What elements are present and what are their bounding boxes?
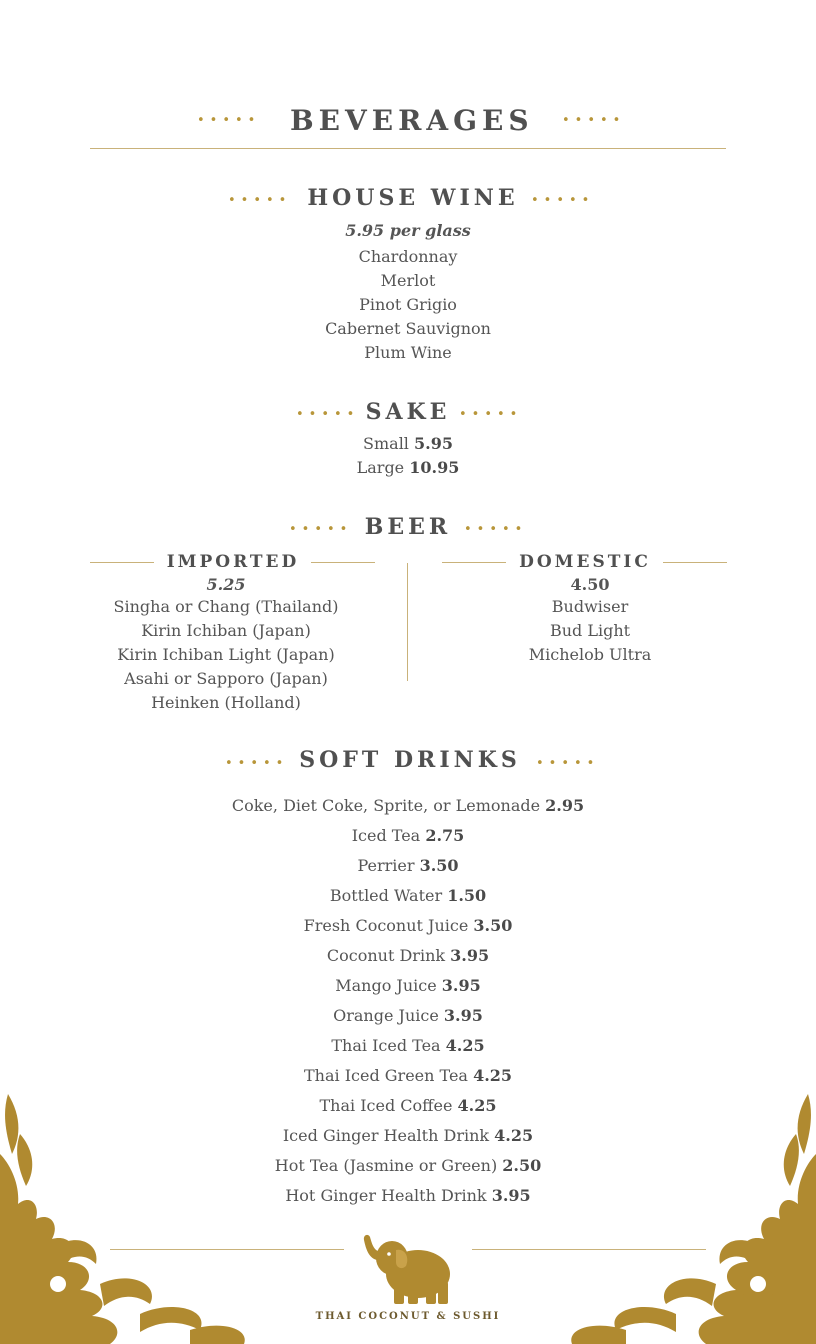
title-rule — [90, 148, 726, 149]
list-item: Budwiser — [551, 597, 629, 616]
list-item: Heinken (Holland) — [151, 693, 301, 712]
item-name: Iced Ginger Health Drink — [282, 1126, 490, 1145]
item-price: 4.25 — [445, 1036, 485, 1055]
item-name: Hot Ginger Health Drink — [285, 1186, 487, 1205]
list-item: Plum Wine — [364, 343, 452, 362]
floral-ornament-left — [0, 1094, 300, 1344]
list-item — [0, 881, 816, 911]
item-price: 4.25 — [494, 1126, 534, 1145]
list-item — [0, 456, 816, 480]
floral-ornament-right — [516, 1094, 816, 1344]
dots-decoration: ••••• — [197, 113, 261, 128]
item-name: Bottled Water — [329, 886, 443, 905]
item-price: 3.95 — [491, 1186, 531, 1205]
list-item — [0, 432, 816, 456]
list-item — [0, 911, 816, 941]
item-name: Orange Juice — [333, 1006, 439, 1025]
item-price: 3.95 — [443, 1006, 483, 1025]
list-item: Michelob Ultra — [528, 645, 652, 664]
item-price: 3.50 — [473, 916, 513, 935]
domestic-price: 4.50 — [570, 575, 610, 594]
list-item — [0, 851, 816, 881]
page-title: BEVERAGES — [290, 104, 534, 137]
item-name: Coconut Drink — [326, 946, 446, 965]
item-price: 4.25 — [473, 1066, 513, 1085]
item-price: 3.95 — [450, 946, 490, 965]
imported-list — [90, 575, 362, 715]
item-name: Perrier — [357, 856, 415, 875]
item-name: Thai Iced Green Tea — [303, 1066, 468, 1085]
dots-decoration: ••••• — [228, 193, 292, 208]
brand-name: THAI COCONUT & SUSHI — [315, 1311, 501, 1322]
item-price: 2.75 — [425, 826, 465, 845]
item-name: Mango Juice — [335, 976, 437, 995]
item-name: Hot Tea (Jasmine or Green) — [274, 1156, 498, 1175]
dots-decoration: ••••• — [289, 522, 353, 537]
sake-heading: SAKE — [365, 399, 451, 425]
dots-decoration: ••••• — [464, 522, 528, 537]
imported-price: 5.25 — [206, 575, 246, 594]
list-item: Kirin Ichiban (Japan) — [141, 621, 311, 640]
item-price: 3.95 — [441, 976, 481, 995]
soft-drinks-heading: SOFT DRINKS — [299, 747, 521, 773]
item-name: Fresh Coconut Juice — [303, 916, 469, 935]
dots-decoration: ••••• — [459, 407, 523, 422]
list-item — [0, 1001, 816, 1031]
item-price: 3.50 — [419, 856, 459, 875]
domestic-rule-right — [663, 562, 727, 563]
item-price: 2.50 — [502, 1156, 542, 1175]
dots-decoration: ••••• — [225, 756, 289, 771]
item-name: Iced Tea — [351, 826, 421, 845]
elephant-icon — [360, 1230, 456, 1306]
list-item: Pinot Grigio — [359, 295, 457, 314]
list-item: Merlot — [380, 271, 436, 290]
house-wine-heading: HOUSE WINE — [307, 185, 519, 211]
item-name: Large — [356, 458, 405, 477]
imported-rule-right — [311, 562, 375, 563]
item-price: 4.25 — [457, 1096, 497, 1115]
list-item — [0, 1061, 816, 1091]
sake-list — [0, 432, 816, 480]
item-price: 1.50 — [447, 886, 487, 905]
list-item: Chardonnay — [358, 247, 458, 266]
list-item: Singha or Chang (Thailand) — [113, 597, 339, 616]
item-name: Small — [363, 434, 409, 453]
item-price: 5.95 — [414, 434, 453, 453]
imported-heading: IMPORTED — [166, 552, 300, 572]
domestic-heading: DOMESTIC — [519, 552, 651, 572]
list-item — [0, 941, 816, 971]
list-item: Asahi or Sapporo (Japan) — [124, 669, 328, 688]
list-item — [0, 821, 816, 851]
dots-decoration: ••••• — [296, 407, 360, 422]
dots-decoration: ••••• — [531, 193, 595, 208]
list-item — [0, 791, 816, 821]
item-name: Coke, Diet Coke, Sprite, or Lemonade — [231, 796, 541, 815]
beer-heading: BEER — [364, 514, 452, 540]
item-name: Thai Iced Coffee — [319, 1096, 453, 1115]
list-item — [0, 1031, 816, 1061]
list-item: Bud Light — [549, 621, 631, 640]
house-wine-list — [0, 245, 816, 365]
item-name: Thai Iced Tea — [331, 1036, 441, 1055]
list-item: Cabernet Sauvignon — [325, 319, 491, 338]
beer-divider — [407, 563, 408, 681]
list-item — [0, 971, 816, 1001]
dots-decoration: ••••• — [562, 113, 626, 128]
imported-rule-left — [90, 562, 154, 563]
list-item: Kirin Ichiban Light (Japan) — [117, 645, 335, 664]
domestic-list — [454, 575, 726, 667]
house-wine-price: 5.95 per glass — [345, 221, 471, 240]
item-price: 2.95 — [545, 796, 585, 815]
item-price: 10.95 — [409, 458, 460, 477]
domestic-rule-left — [442, 562, 506, 563]
dots-decoration: ••••• — [536, 756, 600, 771]
